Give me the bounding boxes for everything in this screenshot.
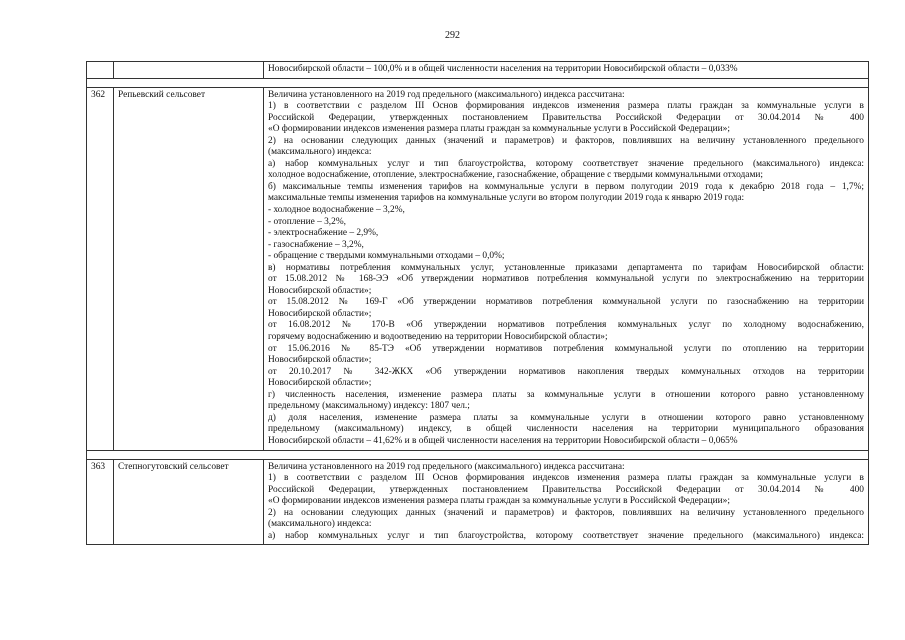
text-line: а) набор коммунальных услуг и тип благоустройства, которому соответствует значение предельного (максимального) индекса: [268,530,864,541]
text-line: 2) на основании следующих данных (значений и параметров) и факторов, повлиявших на величину установленного предельного [268,507,864,518]
row-number [87,62,114,79]
text-line: от 15.08.2012 № 169-Г «Об утверждении нормативов потребления коммунальной услуги по газоснабжению на территории [268,297,864,308]
text-line: д) доля населения, изменение размера платы за коммунальные услуги в отношении которого равно установленному [268,412,864,423]
text-line: - холодное водоснабжение – 3,2%, [268,205,405,216]
table-row [87,62,869,79]
text-line: Новосибирской области»; [268,355,372,366]
text-line: - газоснабжение – 3,2%, [268,239,364,250]
municipality-name [114,62,264,79]
text-line: - электроснабжение – 2,9%, [268,228,379,239]
text-line: горячему водоснабжению и водоотведению на территории Новосибирской области»; [268,332,608,343]
text-line: от 16.08.2012 № 170-В «Об утверждении нормативов потребления коммунальных услуг по холодному водоснабжению, [268,320,864,331]
municipality-name: Степногутовский сельсовет [114,459,264,545]
row-spacer [87,450,869,459]
row-number: 362 [87,87,114,450]
table-body [87,62,869,545]
row-spacer [87,78,869,87]
spacer-cell [87,450,869,459]
text-line: Российской Федерации, утвержденных постановлением Правительства Российской Федерации от 30.04.2014 № 400 [268,112,864,123]
text-line: Новосибирской области – 41,62% и в общей численности населения на территории Новосибирской области – 0,065% [268,435,738,446]
text-line: б) максимальные темпы изменения тарифов на коммунальные услуги в первом полугодии 2019 года к декабрю 2018 года – 1,7%; [268,181,864,192]
text-line: (максимального) индекса: [268,147,372,158]
text-line: Российской Федерации, утвержденных постановлением Правительства Российской Федерации от 30.04.2014 № 400 [268,484,864,495]
text-line: 2) на основании следующих данных (значений и параметров) и факторов, повлиявших на величину установленного предельного [268,135,864,146]
text-line: от 20.10.2017 № 342-ЖКХ «Об утверждении нормативов накопления твердых коммунальных отходов на территории [268,366,864,377]
text-line: 1) в соответствии с разделом III Основ формирования индексов изменения размера платы граждан за коммунальные услуги в [268,473,864,484]
text-line: «О формировании индексов изменения размера платы граждан за коммунальные услуги в Российской Федерации»; [268,496,730,507]
text-line: предельному (максимальному) индексу: 1807 чел.; [268,401,470,412]
table-row [87,87,869,450]
text-line: «О формировании индексов изменения размера платы граждан за коммунальные услуги в Российской Федерации»; [268,124,730,135]
index-description [264,87,869,450]
page-number: 292 [445,30,460,41]
text-line: Новосибирской области»; [268,378,372,389]
table-row [87,459,869,545]
text-line: Новосибирской области»; [268,285,372,296]
text-line: Величина установленного на 2019 год предельного (максимального) индекса рассчитана: [268,461,625,472]
index-table [86,61,869,545]
text-line: а) набор коммунальных услуг и тип благоустройства, которому соответствует значение предельного (максимального) индекса: [268,158,864,169]
text-line: - обращение с твердыми коммунальными отходами – 0,0%; [268,251,505,262]
text-line: Новосибирской области – 100,0% и в общей численности населения на территории Новосибирской области – 0,033% [268,64,738,74]
text-line: предельному (максимальному) индексу, в общей численности населения на территории муниципального образования [268,424,864,435]
text-line: г) численность населения, изменение размера платы за коммунальные услуги в отношении которого равно установленному [268,389,864,400]
row-number: 363 [87,459,114,545]
index-description [264,62,869,79]
municipality-name: Репьевский сельсовет [114,87,264,450]
text-line: Величина установленного на 2019 год предельного (максимального) индекса рассчитана: [268,89,625,100]
text-line: (максимального) индекса: [268,519,372,530]
text-line: от 15.06.2016 № 85-ТЭ «Об утверждении нормативов потребления коммунальной услуги по отоплению на территории [268,343,864,354]
text-line: от 15.08.2012 № 168-ЭЭ «Об утверждении нормативов потребления коммунальной услуги по электроснабжению на территории [268,274,864,285]
text-line: максимальные темпы изменения тарифов на коммунальные услуги во втором полугодии 2019 года к январю 2019 года: [268,193,745,204]
text-line: в) нормативы потребления коммунальных услуг, установленные приказами департамента по тарифам Новосибирской области: [268,262,864,273]
text-line: холодное водоснабжение, отопление, электроснабжение, газоснабжение, обращение с твердыми коммунальными отходами; [268,170,763,181]
spacer-cell [87,78,869,87]
text-line: - отопление – 3,2%, [268,216,346,227]
text-line: Новосибирской области»; [268,308,372,319]
text-line: 1) в соответствии с разделом III Основ формирования индексов изменения размера платы граждан за коммунальные услуги в [268,101,864,112]
index-description [264,459,869,545]
